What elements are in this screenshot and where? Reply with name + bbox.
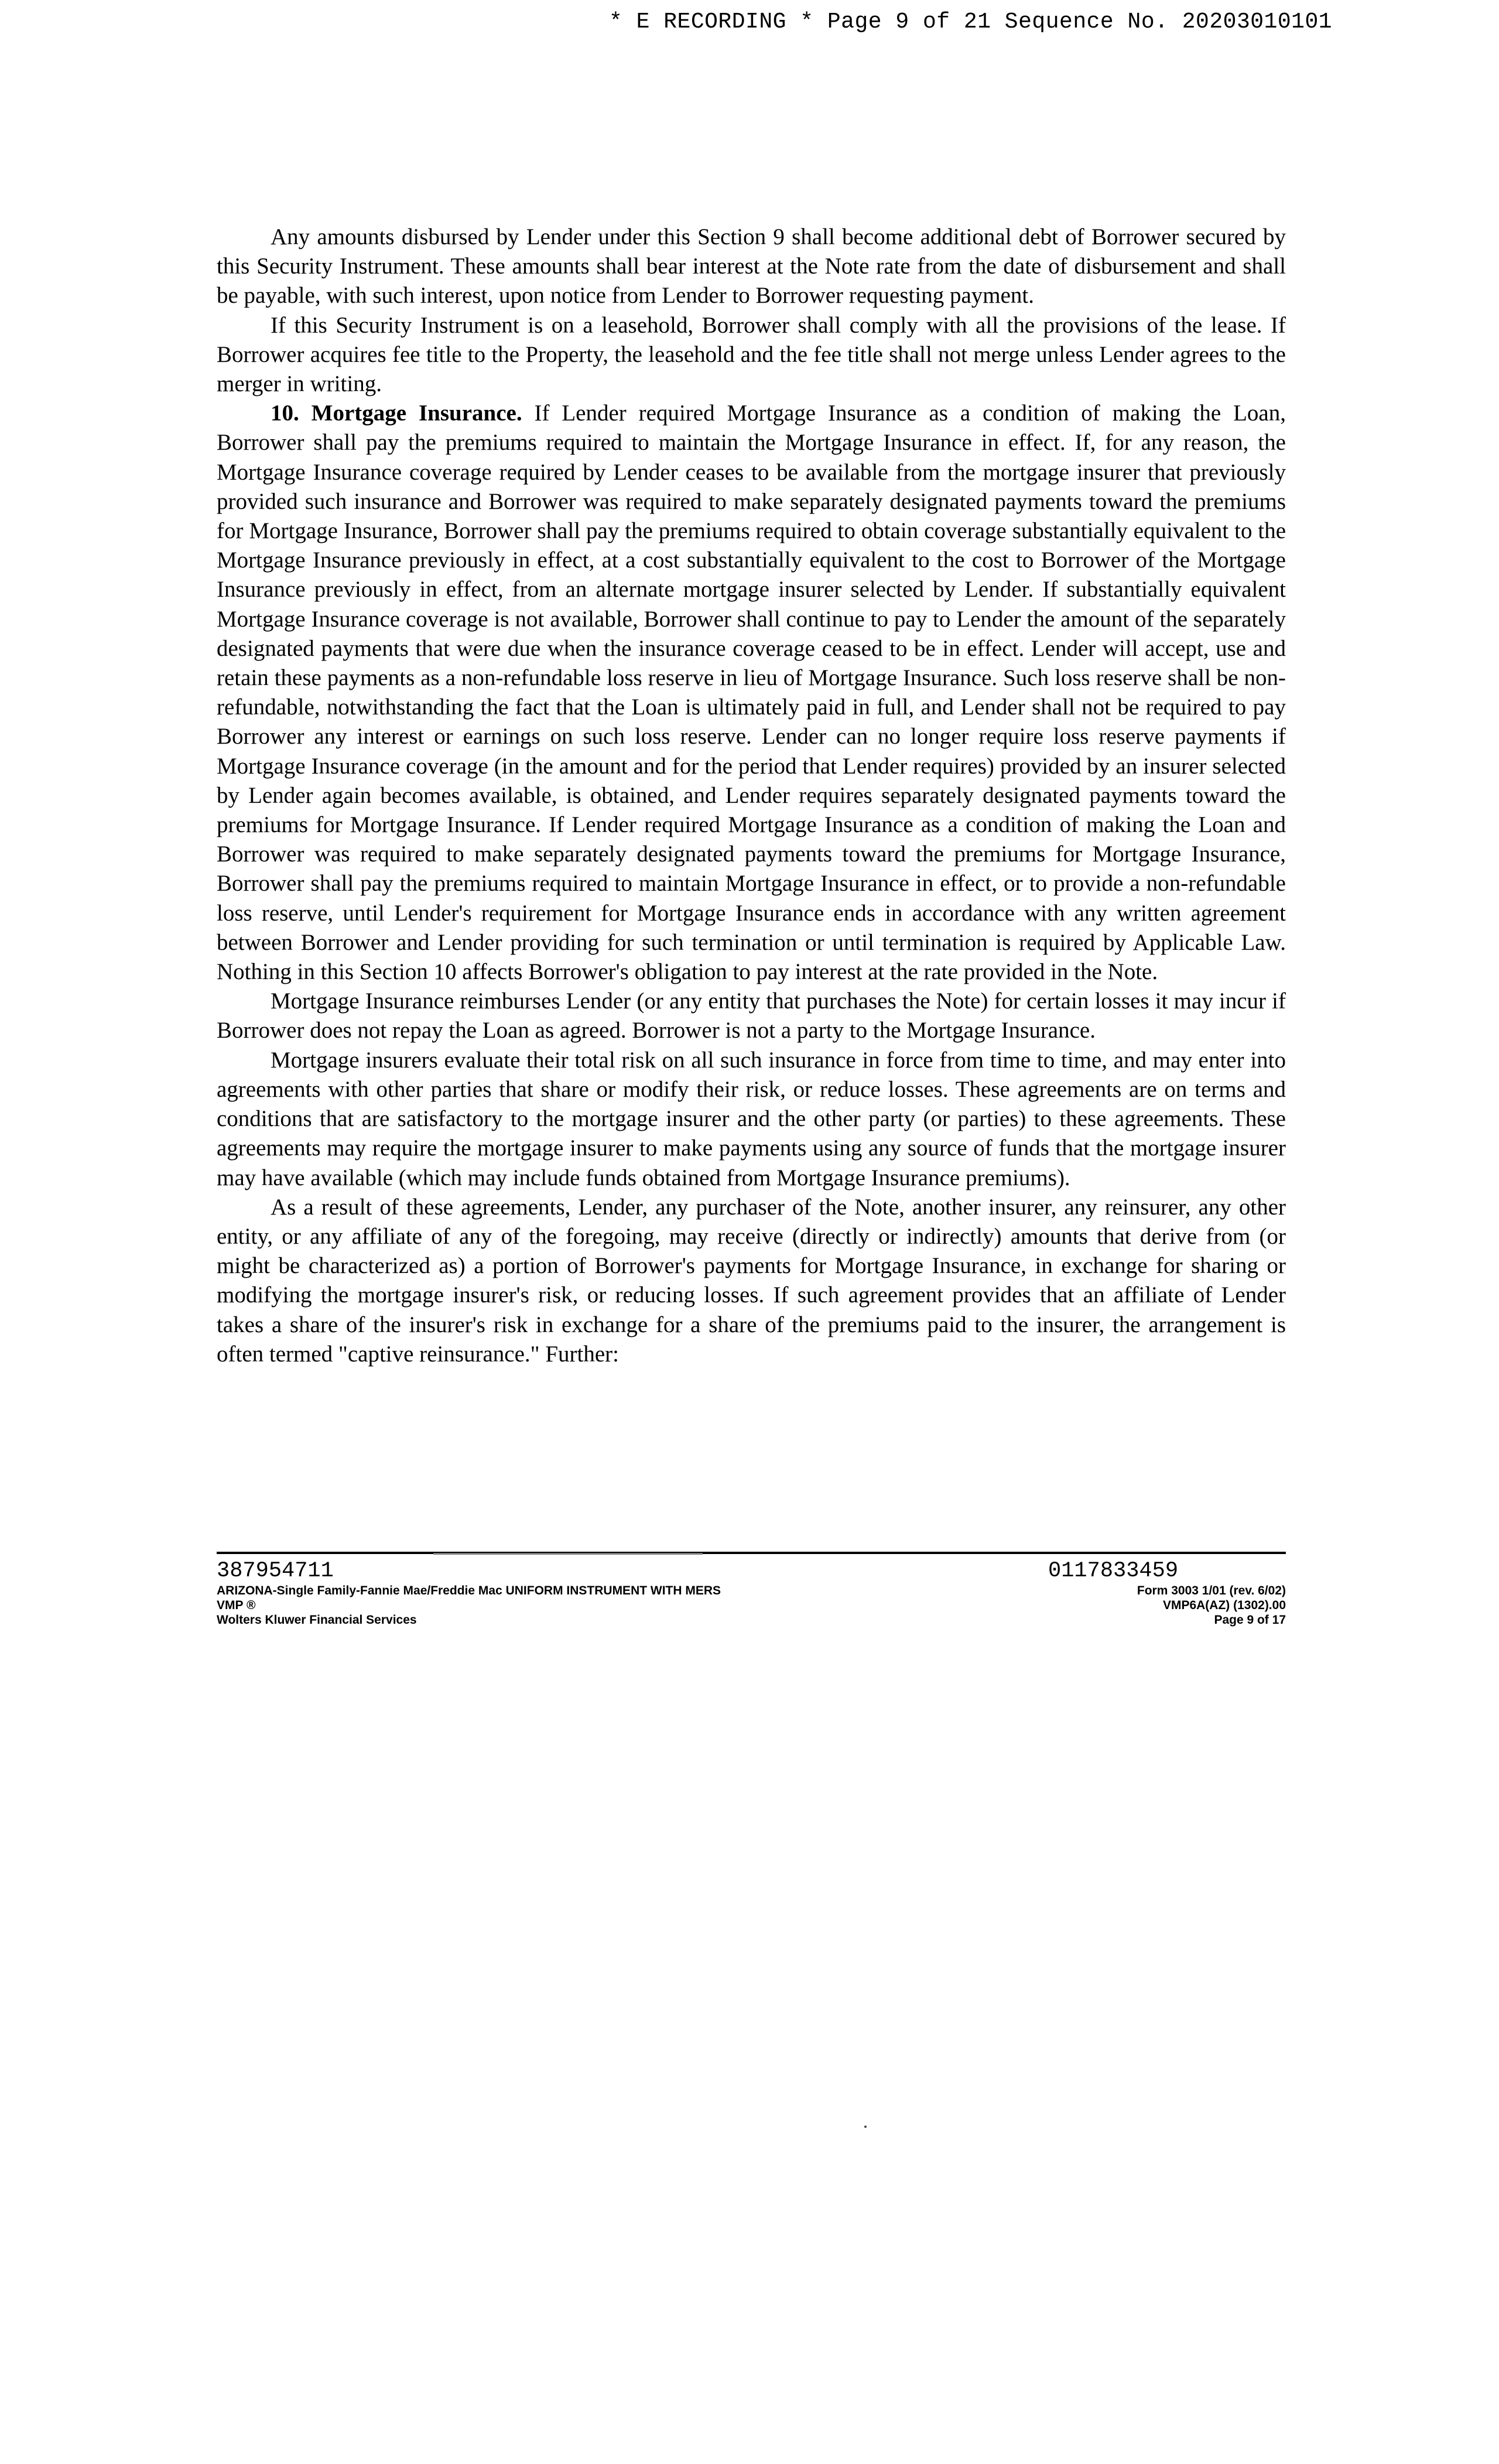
section-10-heading: 10. Mortgage Insurance.	[271, 401, 522, 426]
form-number: Form 3003 1/01 (rev. 6/02)	[1137, 1584, 1286, 1597]
paragraph-captive-reinsurance: As a result of these agreements, Lender, any purchaser of the Note, another insurer, any reinsurer, any other entity, or any affiliate of any of the foregoing, may receive (directly or indirectly) amounts that derive from (or might be characterized as) a portion of Borrower's payments for Mortgage Insurance, in exchange for sharing or modifying the mortgage insurer's risk, or reducing losses. If such agreement provides that an affiliate of Lender takes a share of the insurer's risk in exchange for a share of the premiums paid to the insurer, the arrangement is often termed "captive reinsurance." Further:	[217, 1194, 1286, 1367]
footer-left	[217, 1559, 861, 1627]
document-body	[217, 223, 1286, 1369]
document-number: 0117833459	[1048, 1559, 1179, 1583]
loan-number: 387954711	[217, 1559, 334, 1583]
paragraph-reimburses-lender: Mortgage Insurance reimburses Lender (or any entity that purchases the Note) for certain losses it may incur if Borrower does not repay the Loan as agreed. Borrower is not a party to the Mortgage Insurance.	[217, 988, 1286, 1043]
recording-header: * E RECORDING * Page 9 of 21 Sequence No. 20203010101	[609, 9, 1333, 35]
footer-divider-shade	[433, 1553, 703, 1555]
paragraph-leasehold: If this Security Instrument is on a leasehold, Borrower shall comply with all the provisions of the lease. If Borrower acquires fee title to the Property, the leasehold and the fee title shall not merge unless Lender agrees to the merger in writing.	[217, 312, 1286, 397]
paragraph-disbursed-amounts: Any amounts disbursed by Lender under this Section 9 shall become additional debt of Borrower secured by this Security Instrument. These amounts shall bear interest at the Note rate from the date of disbursement and shall be payable, with such interest, upon notice from Lender to Borrower requesting payment.	[217, 224, 1286, 309]
section-10-text: If Lender required Mortgage Insurance as a condition of making the Loan, Borrower shall pay the premiums required to maintain the Mortgage Insurance in effect. If, for any reason, the Mortgage Insurance coverage required by Lender ceases to be available from the mortgage insurer that previously provided such insurance and Borrower was required to make separately designated payments toward the premiums for Mortgage Insurance, Borrower shall pay the premiums required to obtain coverage substantially equivalent to the Mortgage Insurance previously in effect, at a cost substantially equivalent to the cost to Borrower of the Mortgage Insurance previously in effect, from an alternate mortgage insurer selected by Lender. If substantially equivalent Mortgage Insurance coverage is not available, Borrower shall continue to pay to Lender the amount of the separately designated payments that were due when the insurance coverage ceased to be in effect. Lender will accept, use and retain these payments as a non-refundable loss reserve in lieu of Mortgage Insurance. Such loss reserve shall be non-refundable, notwithstanding the fact that the Loan is ultimately paid in full, and Lender shall not be required to pay Borrower any interest or earnings on such loss reserve. Lender can no longer require loss reserve payments if Mortgage Insurance coverage (in the amount and for the period that Lender requires) provided by an insurer selected by Lender again becomes available, is obtained, and Lender requires separately designated payments toward the premiums for Mortgage Insurance. If Lender required Mortgage Insurance as a condition of making the Loan and Borrower was required to make separately designated payments toward the premiums for Mortgage Insurance, Borrower shall pay the premiums required to maintain Mortgage Insurance in effect, or to provide a non-refundable loss reserve, until Lender's requirement for Mortgage Insurance ends in accordance with any written agreement between Borrower and Lender providing for such termination or until termination is required by Applicable Law. Nothing in this Section 10 affects Borrower's obligation to pay interest at the rate provided in the Note.	[217, 401, 1286, 985]
publisher-name: Wolters Kluwer Financial Services	[217, 1613, 417, 1627]
paragraph-insurers-evaluate-risk: Mortgage insurers evaluate their total risk on all such insurance in force from time to time, and may enter into agreements with other parties that share or modify their risk, or reduce losses. These agreements are on terms and conditions that are satisfactory to the mortgage insurer and the other party (or parties) to these agreements. These agreements may require the mortgage insurer to make payments using any source of funds that the mortgage insurer may have available (which may include funds obtained from Mortgage Insurance premiums).	[217, 1047, 1286, 1190]
vmp-code: VMP6A(AZ) (1302).00	[1162, 1599, 1286, 1612]
paragraph-mortgage-insurance	[217, 399, 1286, 987]
footer-right	[990, 1559, 1286, 1627]
scan-speck	[864, 2126, 867, 2128]
footer-divider	[217, 1552, 1286, 1554]
vmp-label: VMP ®	[217, 1599, 256, 1612]
form-title: ARIZONA-Single Family-Fannie Mae/Freddie Mac UNIFORM INSTRUMENT WITH MERS	[217, 1584, 721, 1597]
page-number: Page 9 of 17	[1214, 1613, 1286, 1627]
